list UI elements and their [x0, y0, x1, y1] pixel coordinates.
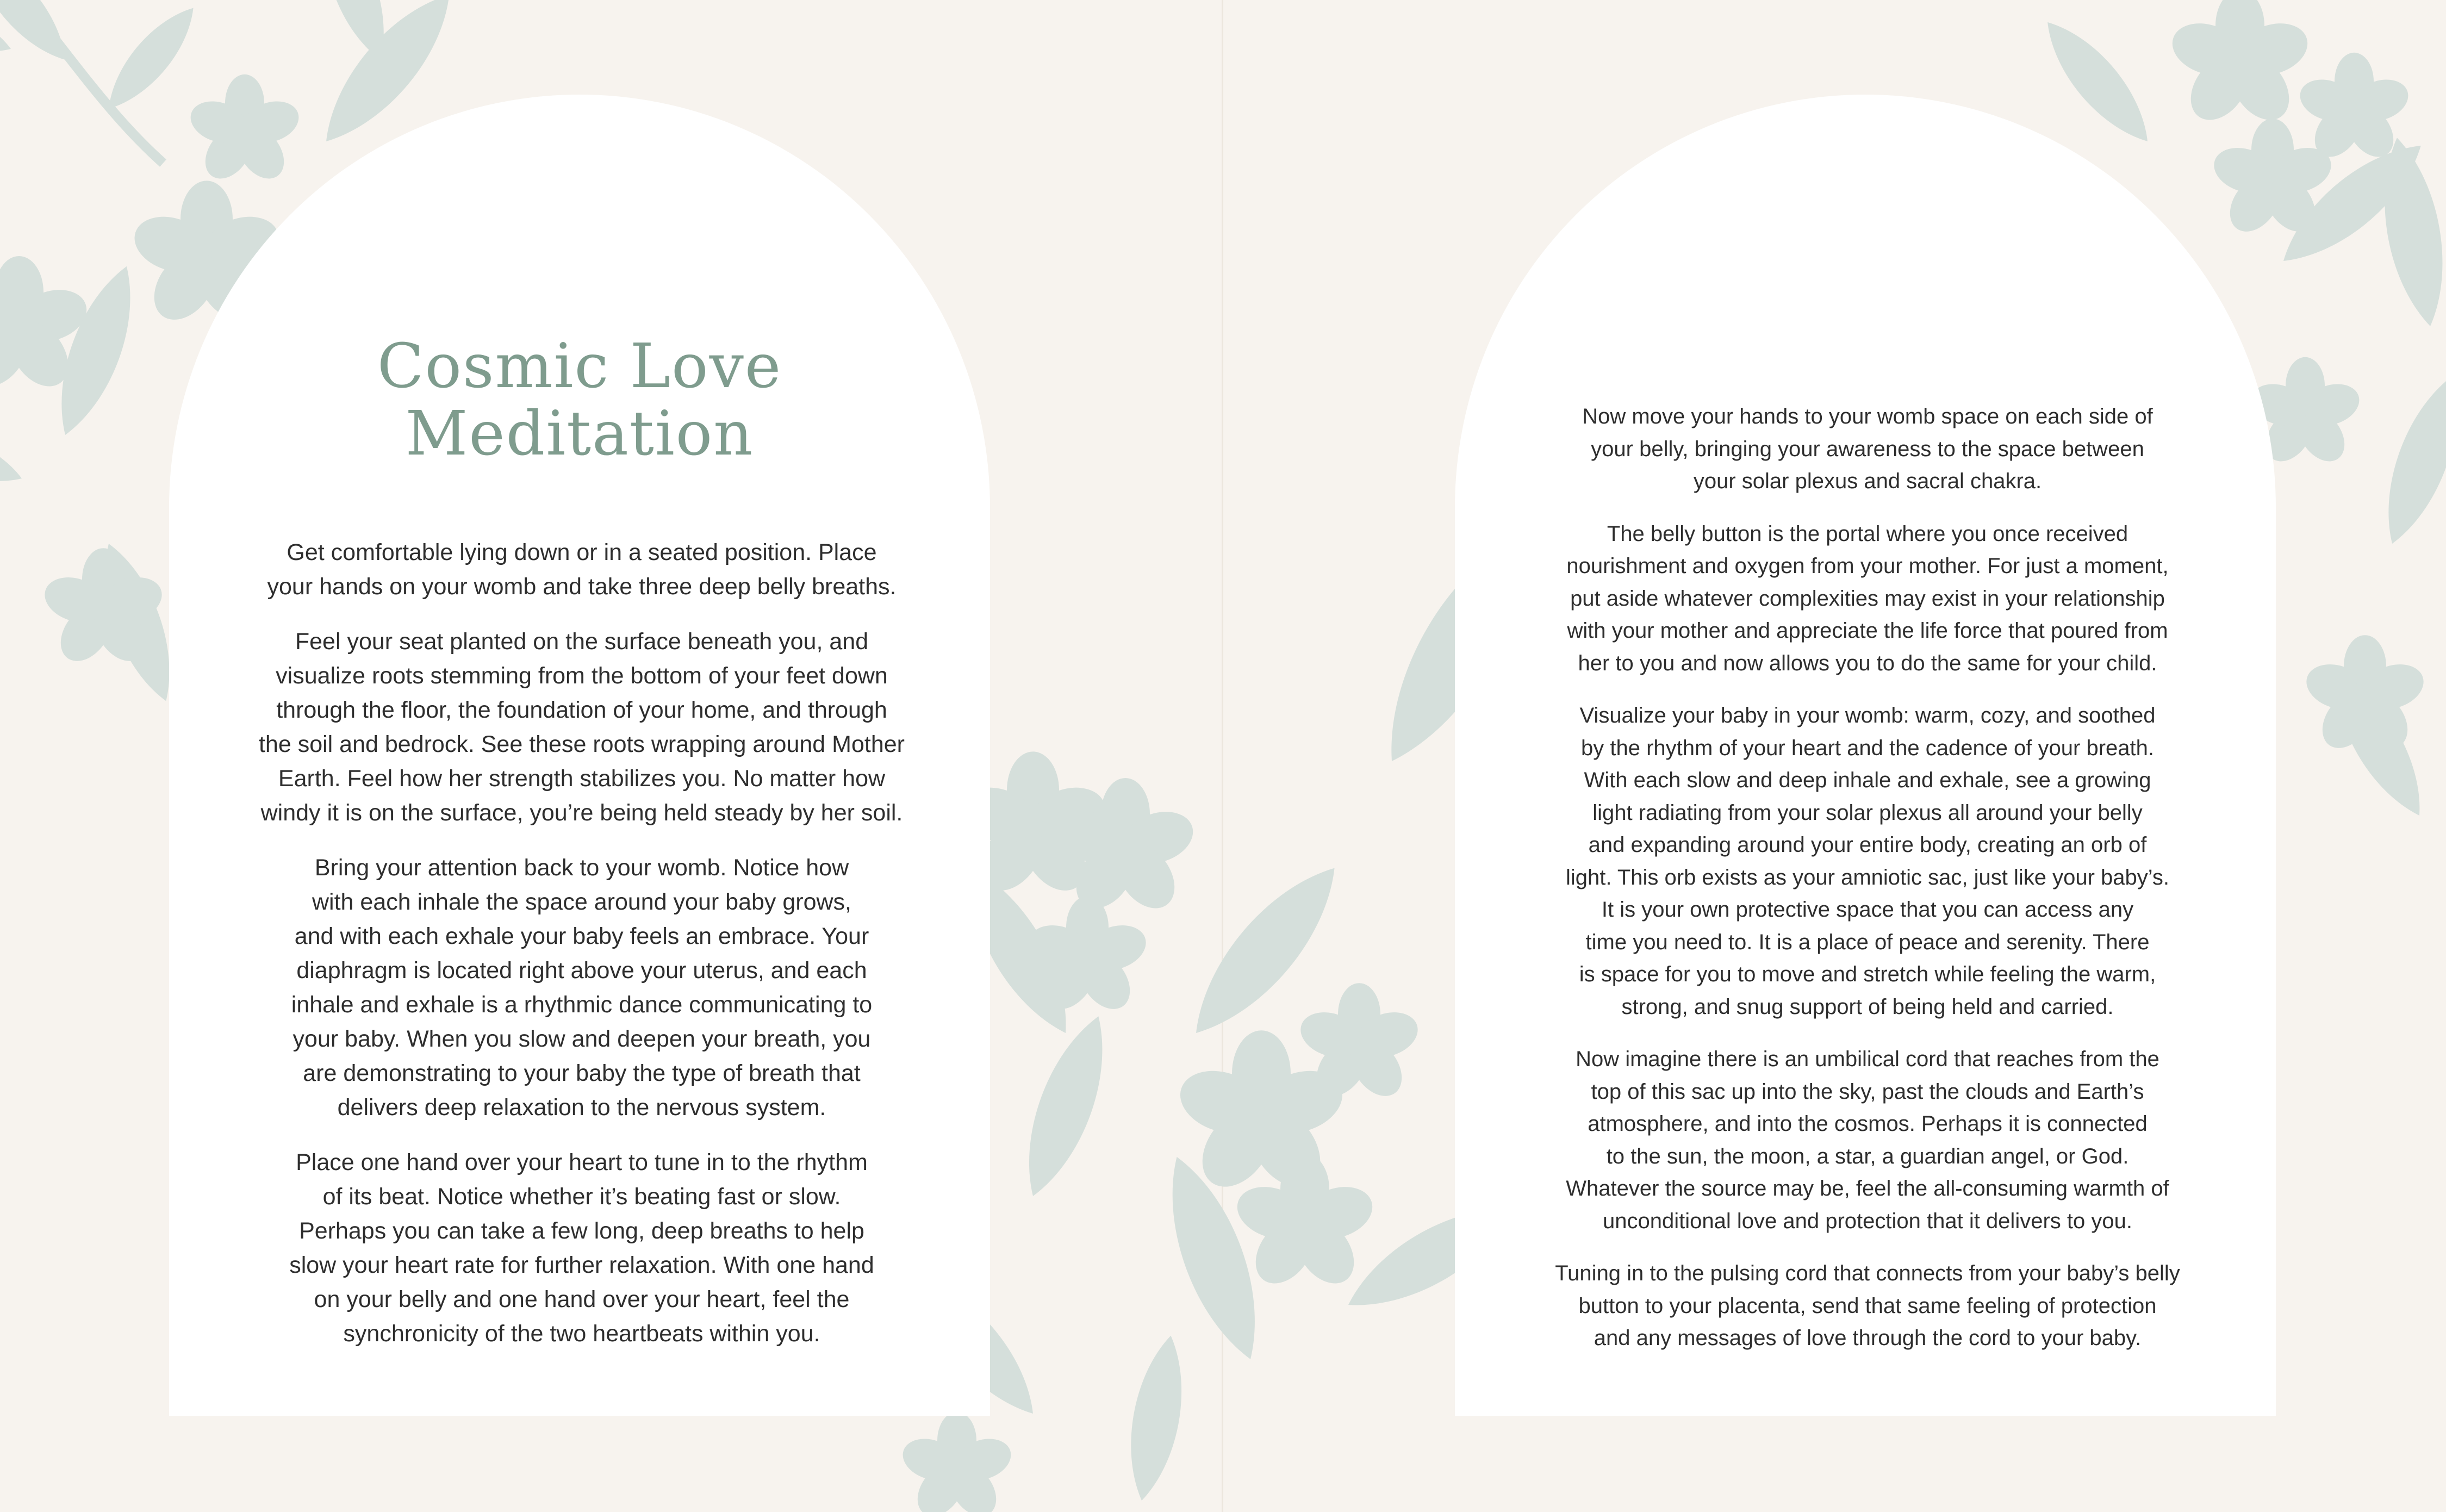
text-line: Whatever the source may be, feel the all-consuming warmth of: [1566, 1177, 2169, 1200]
paragraph: [228, 625, 935, 830]
text-line: inhale and exhale is a rhythmic dance communicating to: [291, 992, 873, 1018]
text-line: light radiating from your solar plexus all around your belly: [1592, 800, 2143, 825]
page-title: [169, 333, 990, 468]
text-line: Visualize your baby in your womb: warm, cozy, and soothed: [1579, 704, 2156, 727]
text-line: synchronicity of the two heartbeats within you.: [343, 1321, 820, 1347]
text-line: on your belly and one hand over your heart, feel the: [314, 1286, 850, 1312]
text-line: your hands on your womb and take three deep belly breaths.: [267, 574, 897, 600]
text-line: With each slow and deep inhale and exhale, see a growing: [1584, 768, 2151, 792]
text-line: It is your own protective space that you can access any: [1601, 898, 2134, 922]
text-line: through the floor, the foundation of your home, and through: [276, 697, 887, 723]
text-line: Bring your attention back to your womb. Notice how: [314, 855, 849, 881]
text-line: diaphragm is located right above your uterus, and each: [296, 957, 867, 984]
text-line: slow your heart rate for further relaxation. With one hand: [289, 1252, 874, 1278]
text-line: and with each exhale your baby feels an embrace. Your: [294, 923, 869, 949]
text-line: time you need to. It is a place of peace and serenity. There: [1585, 930, 2150, 954]
text-line: light. This orb exists as your amniotic sac, just like your baby’s.: [1565, 865, 2170, 889]
text-line: by the rhythm of your heart and the cadence of your breath.: [1581, 736, 2154, 760]
paragraph: [228, 536, 935, 604]
text-line: her to you and now allows you to do the same for your child.: [1578, 651, 2157, 675]
text-line: your belly, bringing your awareness to the space between: [1591, 437, 2144, 461]
text-line: is space for you to move and stretch while feeling the warm,: [1579, 962, 2156, 986]
text-line: Perhaps you can take a few long, deep breaths to help: [299, 1218, 864, 1244]
text-line: strong, and snug support of being held and carried.: [1621, 994, 2114, 1019]
text-line: of its beat. Notice whether it’s beating fast or slow.: [322, 1184, 841, 1210]
text-line: the soil and bedrock. See these roots wrapping around Mother: [258, 731, 905, 757]
text-line: atmosphere, and into the cosmos. Perhaps it is connected: [1588, 1112, 2148, 1136]
text-line: button to your placenta, send that same feeling of protection: [1578, 1293, 2157, 1318]
paragraph: [228, 1146, 935, 1351]
text-line: windy it is on the surface, you’re being held steady by her soil.: [260, 800, 903, 826]
paragraph: [1522, 1258, 2213, 1355]
paragraph: [1522, 700, 2213, 1023]
title-line: Cosmic Love: [377, 331, 782, 402]
text-line: your baby. When you slow and deepen your breath, you: [292, 1026, 871, 1052]
paragraph: [1522, 401, 2213, 498]
text-line: unconditional love and protection that it delivers to you.: [1603, 1209, 2132, 1233]
right-page-body: [1522, 401, 2213, 1355]
paragraph: [1522, 1043, 2213, 1237]
paragraph: [228, 851, 935, 1125]
title-line: Meditation: [405, 399, 754, 469]
text-line: Earth. Feel how her strength stabilizes you. No matter how: [278, 766, 886, 792]
paragraph: [1522, 518, 2213, 680]
text-line: Now move your hands to your womb space on each side of: [1582, 405, 2153, 428]
text-line: Feel your seat planted on the surface beneath you, and: [295, 629, 869, 655]
text-line: are demonstrating to your baby the type of breath that: [303, 1060, 861, 1086]
text-line: top of this sac up into the sky, past the clouds and Earth’s: [1591, 1079, 2144, 1104]
text-line: put aside whatever complexities may exist in your relationship: [1570, 586, 2165, 611]
text-line: Tuning in to the pulsing cord that connects from your baby’s belly: [1555, 1261, 2180, 1285]
text-line: with your mother and appreciate the life force that poured from: [1567, 619, 2168, 643]
text-line: nourishment and oxygen from your mother. For just a moment,: [1566, 554, 2169, 578]
text-line: Place one hand over your heart to tune in to the rhythm: [296, 1149, 868, 1175]
text-line: visualize roots stemming from the bottom of your feet down: [276, 663, 888, 689]
text-line: to the sun, the moon, a star, a guardian angel, or God.: [1606, 1144, 2129, 1168]
text-line: and expanding around your entire body, creating an orb of: [1588, 833, 2147, 857]
text-line: your solar plexus and sacral chakra.: [1693, 469, 2042, 493]
text-line: Get comfortable lying down or in a seated position. Place: [287, 539, 877, 565]
text-line: The belly button is the portal where you once received: [1607, 521, 2128, 546]
text-line: and any messages of love through the cord to your baby.: [1594, 1326, 2142, 1350]
text-line: delivers deep relaxation to the nervous system.: [337, 1094, 826, 1121]
left-page-body: [228, 536, 935, 1351]
text-line: Now imagine there is an umbilical cord that reaches from the: [1576, 1047, 2159, 1071]
text-line: with each inhale the space around your baby grows,: [312, 889, 851, 915]
